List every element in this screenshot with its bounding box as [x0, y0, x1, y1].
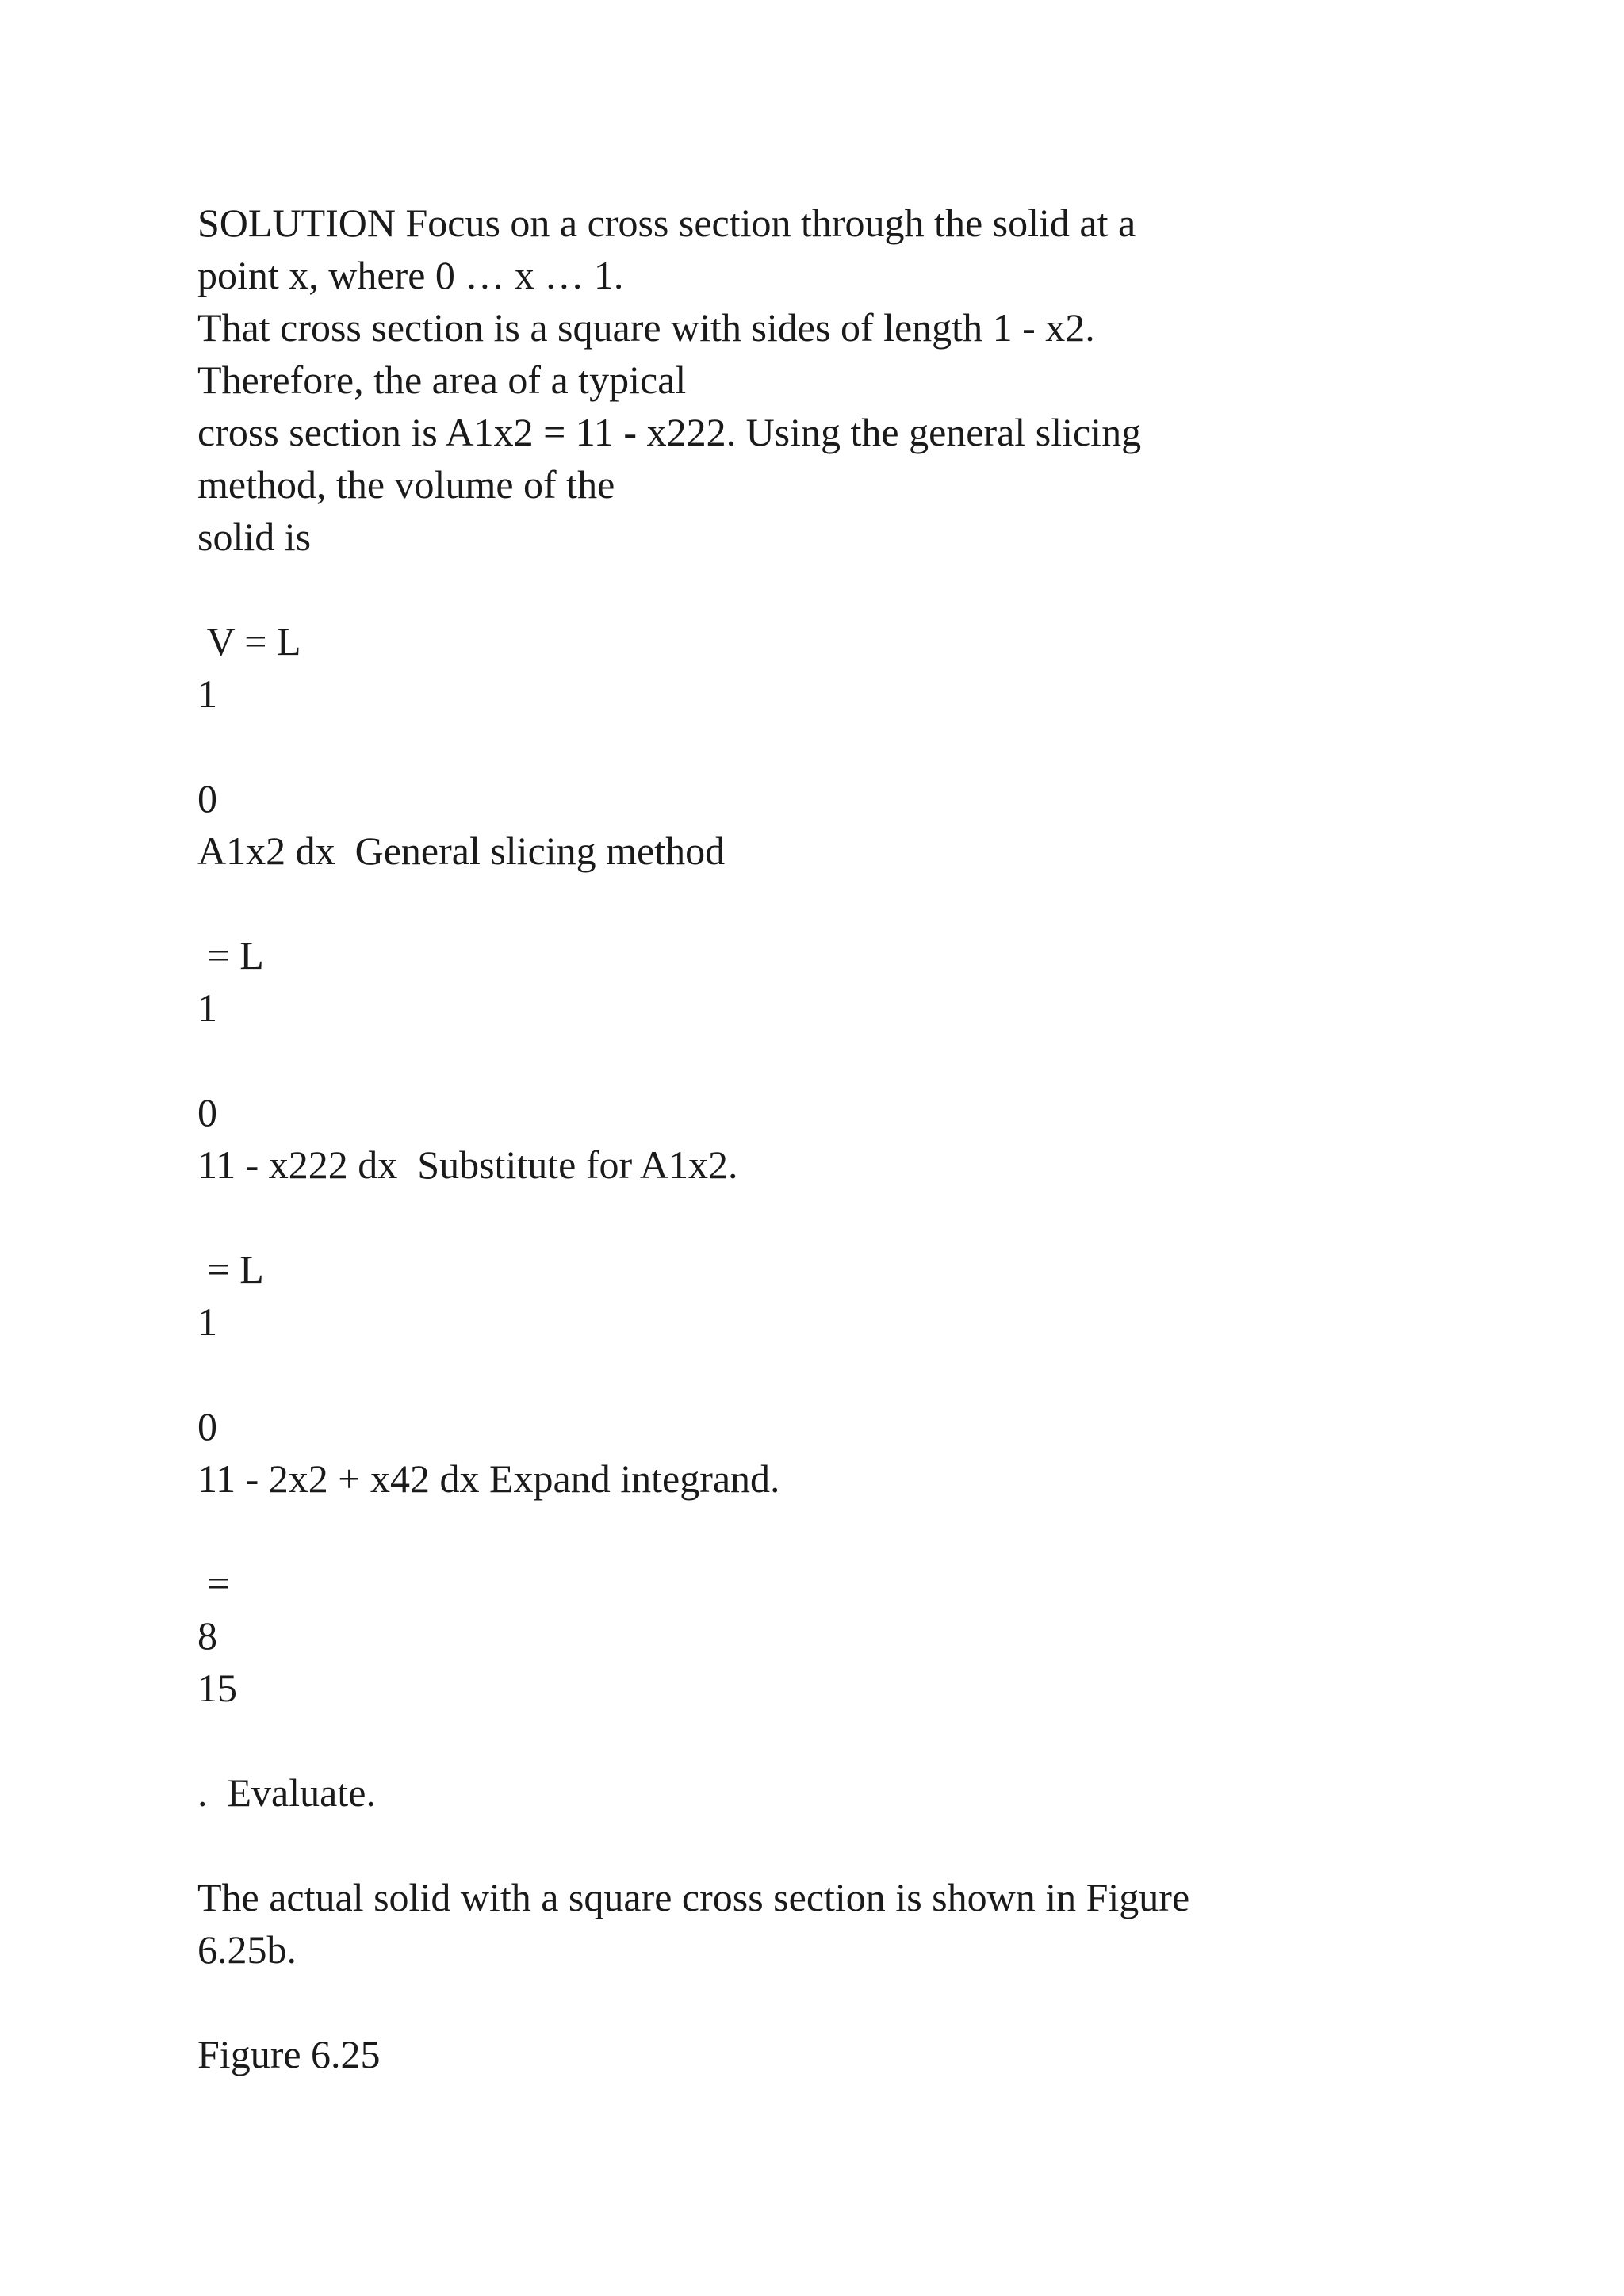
- text-line: method, the volume of the: [197, 462, 615, 507]
- equation-line: V = L: [197, 619, 301, 664]
- fraction-denominator: 15: [197, 1666, 237, 1710]
- integral-upper-limit: 1: [197, 672, 217, 716]
- equation-line: 11 - 2x2 + x42 dx Expand integrand.: [197, 1456, 780, 1501]
- equation-line: = L: [197, 1247, 264, 1292]
- text-line: Therefore, the area of a typical: [197, 358, 687, 402]
- text-line: cross section is A1x2 = 11 - x222. Using the general slicing: [197, 410, 1142, 454]
- integral-lower-limit: 0: [197, 1090, 217, 1135]
- text-line: The actual solid with a square cross section is shown in Figure: [197, 1875, 1190, 1919]
- integral-lower-limit: 0: [197, 1404, 217, 1448]
- fraction-numerator: 8: [197, 1613, 217, 1658]
- equation-line: . Evaluate.: [197, 1770, 376, 1815]
- text-line: solid is: [197, 515, 312, 559]
- equation-line: = L: [197, 933, 264, 978]
- text-line: point x, where 0 … x … 1.: [197, 253, 624, 297]
- text-line: SOLUTION Focus on a cross section through the solid at a: [197, 201, 1136, 245]
- text-line: That cross section is a square with sides of length 1 - x2.: [197, 305, 1095, 350]
- equation-line: A1x2 dx General slicing method: [197, 828, 726, 873]
- integral-upper-limit: 1: [197, 1299, 217, 1344]
- integral-upper-limit: 1: [197, 985, 217, 1030]
- equation-line: 11 - x222 dx Substitute for A1x2.: [197, 1142, 738, 1187]
- integral-lower-limit: 0: [197, 776, 217, 821]
- equation-line: =: [197, 1561, 230, 1605]
- text-line: 6.25b.: [197, 1927, 297, 1972]
- figure-caption: Figure 6.25: [197, 2032, 381, 2076]
